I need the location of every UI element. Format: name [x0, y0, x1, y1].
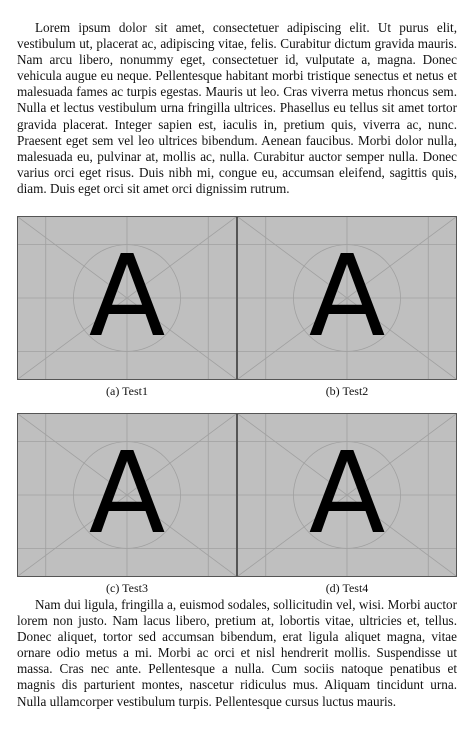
placeholder-image: [17, 413, 237, 577]
placeholder-letter: A: [308, 429, 386, 559]
placeholder-image: [17, 216, 237, 380]
placeholder-letter: A: [88, 429, 166, 559]
subfigure-test3: [17, 413, 237, 595]
placeholder-letter: A: [88, 232, 166, 362]
subfigure-test4: [237, 413, 457, 595]
subfigure-caption: (b) Test2: [325, 384, 369, 398]
subfigure-test1: [17, 216, 237, 398]
placeholder-letter: A: [308, 232, 386, 362]
body-paragraph-1: Lorem ipsum dolor sit amet, consectetuer adipiscing elit. Ut purus elit, vestibulum ut, placerat ac, adipiscing vitae, felis. Curabitur dictum gravida mauris. Nam arcu libero, nonummy eget, consectetuer id, vulputate a, magna. Donec vehicula augue eu neque. Pellentesque habitant morbi tristique senectus et netus et malesuada fames ac turpis egestas. Mauris ut leo. Cras viverra metus rhoncus sem. Nulla et lectus vestibulum urna fringilla ultrices. Phasellus eu tellus sit amet tortor gravida placerat. Integer sapien est, iaculis in, pretium quis, viverra ac, nunc. Praesent eget sem vel leo ultrices bibendum. Aenean faucibus. Morbi dolor nulla, malesuada eu, pulvinar at, mollis ac, nulla. Curabitur auctor semper nulla. Donec varius orci eget risus. Duis nibh mi, congue eu, accumsan eleifend, sagittis quis, diam. Duis eget orci sit amet orci dignissim rutrum.: [17, 20, 457, 196]
placeholder-image: [237, 216, 457, 380]
placeholder-image: [237, 413, 457, 577]
body-paragraph-2: Nam dui ligula, fringilla a, euismod sodales, sollicitudin vel, wisi. Morbi auctor lorem non justo. Nam lacus libero, pretium at, lobortis vitae, ultricies et, tellus. Donec aliquet, tortor sed accumsan bibendum, erat ligula aliquet magna, vitae ornare odio metus a mi. Morbi ac orci et nisl hendrerit mollis. Suspendisse ut massa. Cras nec ante. Pellentesque a nulla. Cum sociis natoque penatibus et magnis dis parturient montes, nascetur ridiculus mus. Aliquam tincidunt urna. Nulla ullamcorper vestibulum turpis. Pellentesque cursus luctus mauris.: [17, 597, 457, 709]
subfigure-caption: (c) Test3: [106, 581, 148, 595]
subfigure-caption: (d) Test4: [325, 581, 369, 595]
subfigure-caption: (a) Test1: [106, 384, 148, 398]
subfigure-test2: [237, 216, 457, 398]
